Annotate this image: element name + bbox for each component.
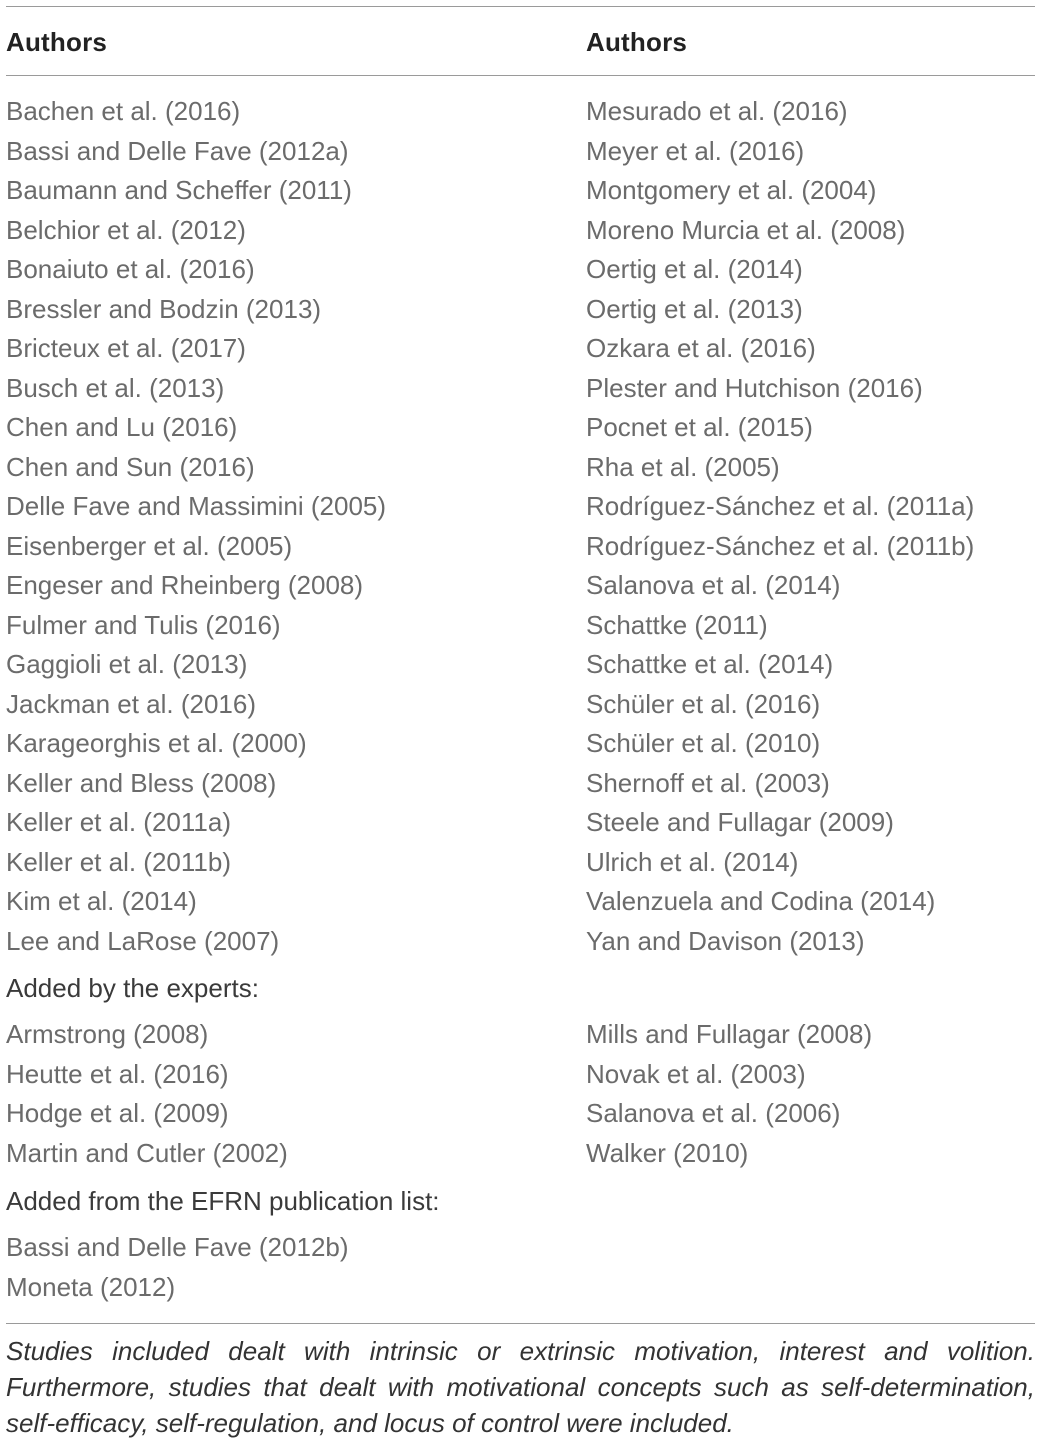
table-row (6, 408, 1035, 448)
table-row (6, 1268, 1035, 1308)
table-row (6, 132, 1035, 172)
table-row (6, 606, 1035, 646)
author-cell-left: Bressler and Bodzin (2013) (6, 293, 322, 324)
author-cell-right: Schüler et al. (2016) (586, 688, 821, 719)
author-cell-left: Eisenberger et al. (2005) (6, 530, 293, 561)
table-row (6, 211, 1035, 251)
header-authors-right: Authors (586, 27, 688, 57)
author-cell-right: Shernoff et al. (2003) (586, 767, 830, 798)
author-cell-left: Bricteux et al. (2017) (6, 333, 246, 363)
author-cell-left: Kim et al. (2014) (6, 886, 197, 916)
author-cell-right: Schattke (2011) (586, 609, 768, 640)
author-cell-right: Meyer et al. (2016) (586, 135, 805, 166)
author-cell-left: Bassi and Delle Fave (2012a) (6, 135, 349, 166)
author-cell-left: Lee and LaRose (2007) (6, 925, 280, 956)
author-cell-left: Belchior et al. (2012) (6, 214, 246, 245)
author-cell-left: Bonaiuto et al. (2016) (6, 254, 255, 284)
efrn-author-list (6, 1228, 1035, 1307)
author-cell-left: Karageorghis et al. (2000) (6, 728, 307, 758)
efrn-subheading: Added from the EFRN publication list: (6, 1186, 440, 1216)
author-cell-right: Pocnet et al. (2015) (586, 412, 813, 442)
author-cell-right: Rodríguez-Sánchez et al. (2011a) (586, 491, 975, 521)
author-cell-right: Walker (2010) (586, 1137, 749, 1168)
author-cell-right: Oertig et al. (2014) (586, 254, 803, 284)
table-row (6, 764, 1035, 804)
table-row (6, 290, 1035, 330)
author-cell-right: Novak et al. (2003) (586, 1058, 806, 1089)
table-row (6, 171, 1035, 211)
author-cell-left: Engeser and Rheinberg (2008) (6, 570, 364, 600)
author-cell-left: Busch et al. (2013) (6, 372, 225, 403)
author-cell-right: Montgomery et al. (2004) (586, 175, 877, 205)
author-cell-left: Keller and Bless (2008) (6, 767, 277, 798)
table-row (6, 922, 1035, 962)
author-cell-left: Hodge et al. (2009) (6, 1098, 229, 1128)
table-row (6, 882, 1035, 922)
table-row (6, 487, 1035, 527)
author-cell-left: Bassi and Delle Fave (2012b) (6, 1232, 349, 1262)
header-rule (6, 75, 1035, 76)
author-cell-right: Mesurado et al. (2016) (586, 96, 848, 126)
author-cell-right: Rha et al. (2005) (586, 451, 780, 482)
top-rule (6, 6, 1035, 7)
author-cell-left: Bachen et al. (2016) (6, 96, 241, 126)
table-row (6, 566, 1035, 606)
reference-table (6, 0, 1035, 1446)
table-row (6, 369, 1035, 409)
table-row (6, 645, 1035, 685)
author-cell-left: Jackman et al. (2016) (6, 688, 257, 719)
experts-subheading: Added by the experts: (6, 973, 259, 1003)
author-cell-right: Plester and Hutchison (2016) (586, 372, 923, 403)
author-cell-right: Valenzuela and Codina (2014) (586, 886, 936, 916)
header-authors-left: Authors (6, 27, 108, 57)
author-cell-left: Armstrong (2008) (6, 1019, 209, 1049)
author-cell-right: Schattke et al. (2014) (586, 649, 834, 679)
author-cell-left: Chen and Lu (2016) (6, 412, 238, 442)
author-cell-left: Gaggioli et al. (2013) (6, 649, 248, 679)
author-cell-right: Schüler et al. (2010) (586, 728, 821, 758)
table-row (6, 843, 1035, 883)
experts-author-list (6, 1015, 1035, 1173)
author-cell-left: Martin and Cutler (2002) (6, 1137, 288, 1168)
author-cell-right: Ozkara et al. (2016) (586, 333, 816, 363)
author-cell-right: Oertig et al. (2013) (586, 293, 803, 324)
table-row (6, 448, 1035, 488)
author-cell-right: Steele and Fullagar (2009) (586, 807, 894, 837)
table-row (6, 685, 1035, 725)
table-row (6, 1015, 1035, 1055)
author-cell-right: Rodríguez-Sánchez et al. (2011b) (586, 530, 975, 561)
author-cell-left: Keller et al. (2011a) (6, 807, 231, 837)
table-row (6, 250, 1035, 290)
table-header-row (6, 22, 1035, 62)
author-cell-right: Moreno Murcia et al. (2008) (586, 214, 906, 245)
author-cell-left: Heutte et al. (2016) (6, 1058, 229, 1089)
table-row (6, 527, 1035, 567)
table-row (6, 1055, 1035, 1095)
author-cell-left: Keller et al. (2011b) (6, 846, 231, 877)
table-row (6, 1228, 1035, 1268)
author-cell-right: Mills and Fullagar (2008) (586, 1019, 873, 1049)
footer-rule (6, 1323, 1035, 1324)
table-row (6, 329, 1035, 369)
main-author-list (6, 92, 1035, 961)
table-row (6, 92, 1035, 132)
author-cell-right: Salanova et al. (2014) (586, 570, 841, 600)
table-row (6, 1094, 1035, 1134)
table-footnote: Studies included dealt with intrinsic or extrinsic motivation, interest and volition. Furthermore, studies that dealt with motivational concepts such as self-determination, self-efficacy, self-regulation, and locus of control were included. (6, 1336, 1035, 1438)
author-cell-right: Ulrich et al. (2014) (586, 846, 799, 877)
author-cell-right: Salanova et al. (2006) (586, 1098, 841, 1128)
author-cell-left: Delle Fave and Massimini (2005) (6, 491, 387, 521)
author-cell-left: Moneta (2012) (6, 1271, 176, 1302)
table-row (6, 724, 1035, 764)
table-row (6, 803, 1035, 843)
author-cell-left: Chen and Sun (2016) (6, 451, 255, 482)
author-cell-left: Fulmer and Tulis (2016) (6, 609, 281, 640)
author-cell-left: Baumann and Scheffer (2011) (6, 175, 352, 205)
author-cell-right: Yan and Davison (2013) (586, 925, 865, 956)
table-row (6, 1134, 1035, 1174)
